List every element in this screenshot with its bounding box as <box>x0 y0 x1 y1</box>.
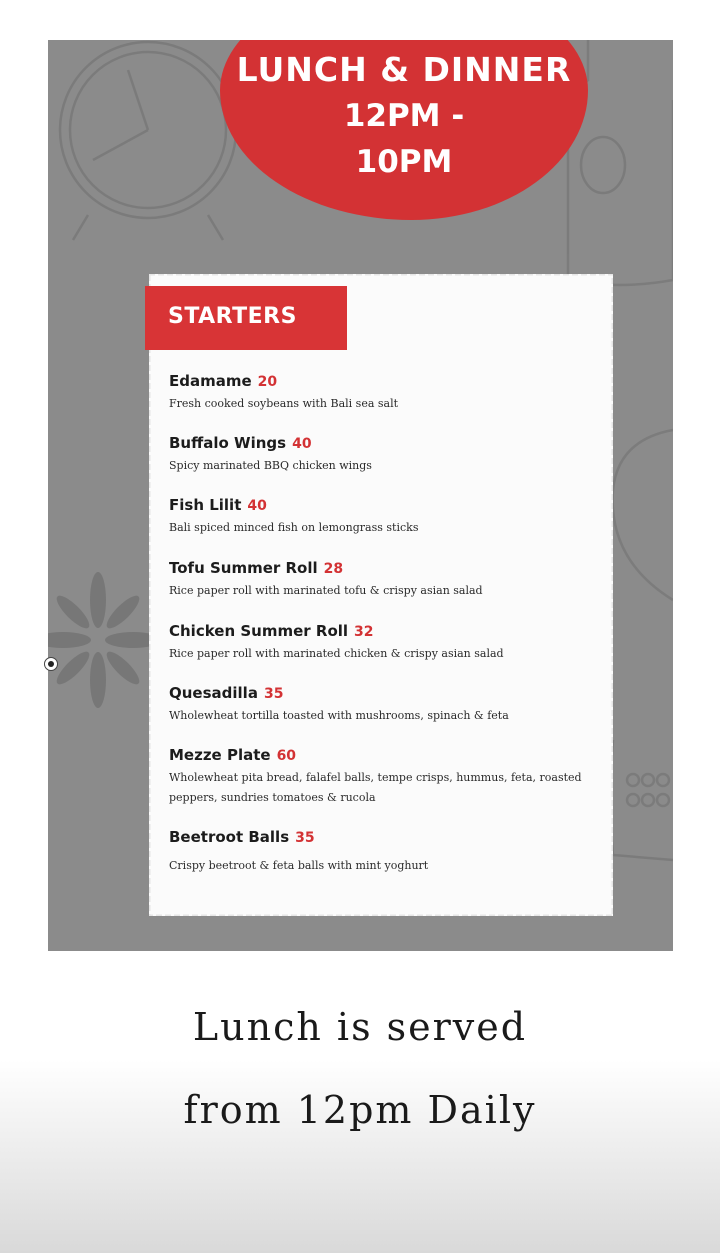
menu-item <box>169 745 599 827</box>
caption-line-2: from 12pm Daily <box>183 1088 537 1132</box>
menu-item-name: Beetroot Balls <box>169 828 290 846</box>
badge-time-end: 10PM <box>355 144 453 180</box>
menu-item <box>169 683 599 745</box>
menu-item-name: Mezze Plate <box>169 746 271 764</box>
menu-item-price: 28 <box>323 561 344 577</box>
badge-time-start: 12PM - <box>343 98 465 134</box>
menu-item-name: Tofu Summer Roll <box>169 559 318 577</box>
left-edge-marker <box>44 657 58 671</box>
menu-item-name: Edamame <box>169 372 252 390</box>
menu-item-description: Bali spiced minced fish on lemongrass sticks <box>169 521 419 534</box>
menu-item-price: 32 <box>354 624 374 640</box>
menu-item-description: Crispy beetroot & feta balls with mint yoghurt <box>169 859 429 872</box>
menu-item-name: Quesadilla <box>169 684 258 702</box>
menu-item <box>169 621 599 683</box>
caption-line-1: Lunch is served <box>192 1005 528 1049</box>
menu-item-description: Rice paper roll with marinated chicken & crispy asian salad <box>169 647 504 660</box>
menu-item-description: Fresh cooked soybeans with Bali sea salt <box>169 397 399 410</box>
menu-item-price: 40 <box>247 498 267 514</box>
menu-item-description: Wholewheat pita bread, falafel balls, tempe crisps, hummus, feta, roasted peppers, sundries tomatoes & rucola <box>169 771 582 804</box>
menu-item-description: Wholewheat tortilla toasted with mushrooms, spinach & feta <box>169 709 509 722</box>
menu-item-name: Buffalo Wings <box>169 434 287 452</box>
menu-item-list <box>169 371 599 887</box>
menu-item-price: 40 <box>292 436 312 452</box>
menu-item-name: Chicken Summer Roll <box>169 622 349 640</box>
section-header-starters <box>145 286 347 350</box>
badge-title: LUNCH & DINNER <box>236 50 572 89</box>
menu-story-image <box>48 40 673 951</box>
menu-item-name: Fish Lilit <box>169 496 242 514</box>
menu-item-price: 35 <box>295 830 315 846</box>
menu-item-description: Rice paper roll with marinated tofu & crispy asian salad <box>169 584 483 597</box>
menu-item-description: Spicy marinated BBQ chicken wings <box>169 459 372 472</box>
menu-item <box>169 433 599 495</box>
menu-item <box>169 558 599 621</box>
menu-item-price: 60 <box>276 748 297 764</box>
menu-item-price: 35 <box>263 686 284 702</box>
menu-item-price: 20 <box>257 374 278 390</box>
menu-item <box>169 827 599 887</box>
menu-item <box>169 371 599 433</box>
menu-item <box>169 495 599 558</box>
section-title: STARTERS <box>168 304 297 329</box>
